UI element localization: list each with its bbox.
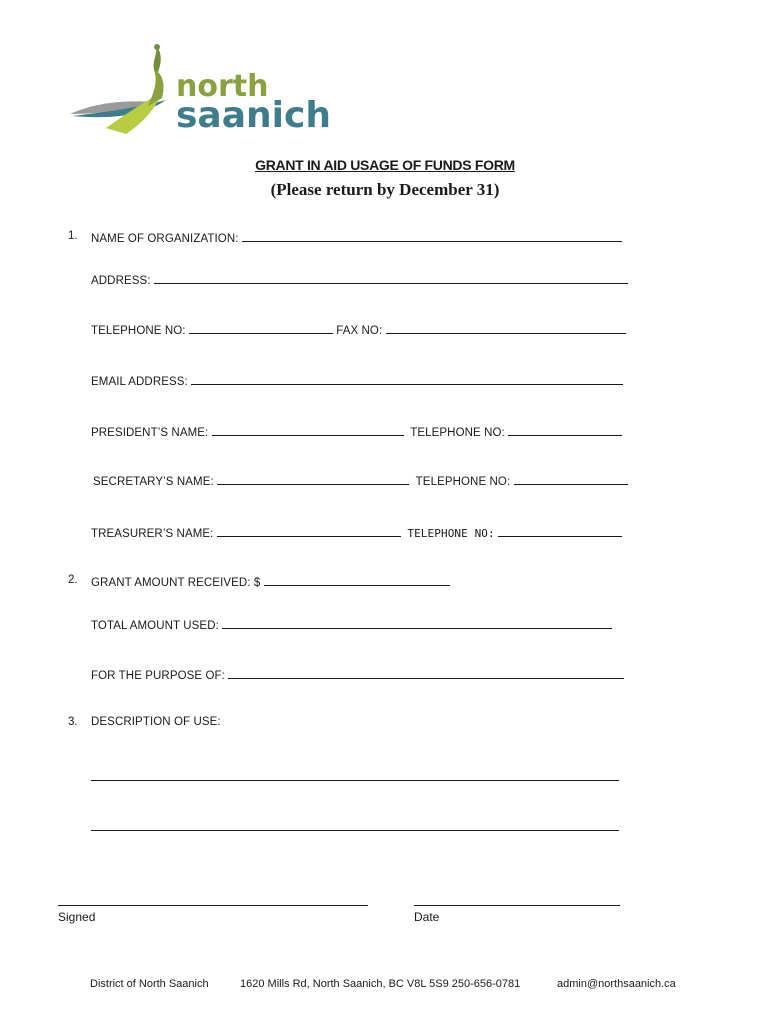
president-telephone-label: TELEPHONE NO: — [410, 427, 505, 439]
address-field[interactable] — [91, 272, 628, 287]
fax-input-line[interactable] — [386, 322, 626, 334]
telephone-fax-row — [91, 322, 626, 337]
treasurer-telephone-input-line[interactable] — [498, 525, 622, 537]
secretary-telephone-input-line[interactable] — [514, 473, 628, 485]
form-title: GRANT IN AID USAGE OF FUNDS FORM — [255, 157, 515, 173]
logo-text-north: north — [176, 69, 269, 104]
telephone-label: TELEPHONE NO: — [91, 325, 186, 337]
footer-email[interactable]: admin@northsaanich.ca — [557, 978, 676, 990]
grant-received-label: GRANT AMOUNT RECEIVED: $ — [91, 577, 261, 589]
logo-text-saanich: saanich — [176, 95, 331, 136]
president-input-line[interactable] — [212, 424, 404, 436]
date-line[interactable] — [414, 905, 620, 906]
email-input-line[interactable] — [191, 373, 623, 385]
description-label: DESCRIPTION OF USE: — [91, 716, 221, 728]
section-3-number: 3. — [68, 716, 78, 728]
treasurer-telephone-label: TELEPHONE NO: — [407, 527, 495, 540]
secretary-row — [93, 473, 628, 488]
purpose-field[interactable] — [91, 667, 624, 682]
purpose-label: FOR THE PURPOSE OF: — [91, 670, 225, 682]
treasurer-row — [91, 525, 622, 540]
description-line-2[interactable] — [91, 830, 619, 831]
footer-address: 1620 Mills Rd, North Saanich, BC V8L 5S9 250-656-0781 — [240, 978, 521, 990]
form-subtitle: (Please return by December 31) — [270, 180, 500, 199]
treasurer-input-line[interactable] — [217, 525, 401, 537]
total-used-label: TOTAL AMOUNT USED: — [91, 620, 219, 632]
address-label: ADDRESS: — [91, 275, 151, 287]
grant-received-input-line[interactable] — [264, 574, 450, 586]
secretary-label: SECRETARY’S NAME: — [93, 476, 214, 488]
total-used-input-line[interactable] — [222, 617, 612, 629]
logo-emblem-icon — [66, 42, 186, 142]
treasurer-label: TREASURER’S NAME: — [91, 528, 214, 540]
footer-district: District of North Saanich — [90, 978, 209, 990]
org-name-input-line[interactable] — [242, 230, 622, 242]
email-label: EMAIL ADDRESS: — [91, 376, 188, 388]
grant-received-field[interactable] — [91, 574, 450, 589]
president-row — [91, 424, 622, 439]
secretary-telephone-label: TELEPHONE NO: — [415, 476, 511, 488]
date-label: Date — [414, 910, 440, 924]
section-1-number: 1. — [68, 230, 78, 242]
section-2-number: 2. — [68, 574, 78, 586]
org-name-label: NAME OF ORGANIZATION: — [91, 233, 239, 245]
secretary-input-line[interactable] — [217, 473, 409, 485]
purpose-input-line[interactable] — [228, 667, 624, 679]
president-label: PRESIDENT’S NAME: — [91, 427, 209, 439]
email-field[interactable] — [91, 373, 623, 388]
president-telephone-input-line[interactable] — [508, 424, 622, 436]
telephone-input-line[interactable] — [189, 322, 333, 334]
total-used-field[interactable] — [91, 617, 612, 632]
description-line-1[interactable] — [91, 780, 619, 781]
north-saanich-logo — [66, 42, 356, 142]
signed-label: Signed — [58, 910, 96, 924]
address-input-line[interactable] — [154, 272, 628, 284]
signature-line[interactable] — [58, 905, 368, 906]
fax-label: FAX NO: — [336, 325, 383, 337]
org-name-field[interactable] — [91, 230, 622, 245]
